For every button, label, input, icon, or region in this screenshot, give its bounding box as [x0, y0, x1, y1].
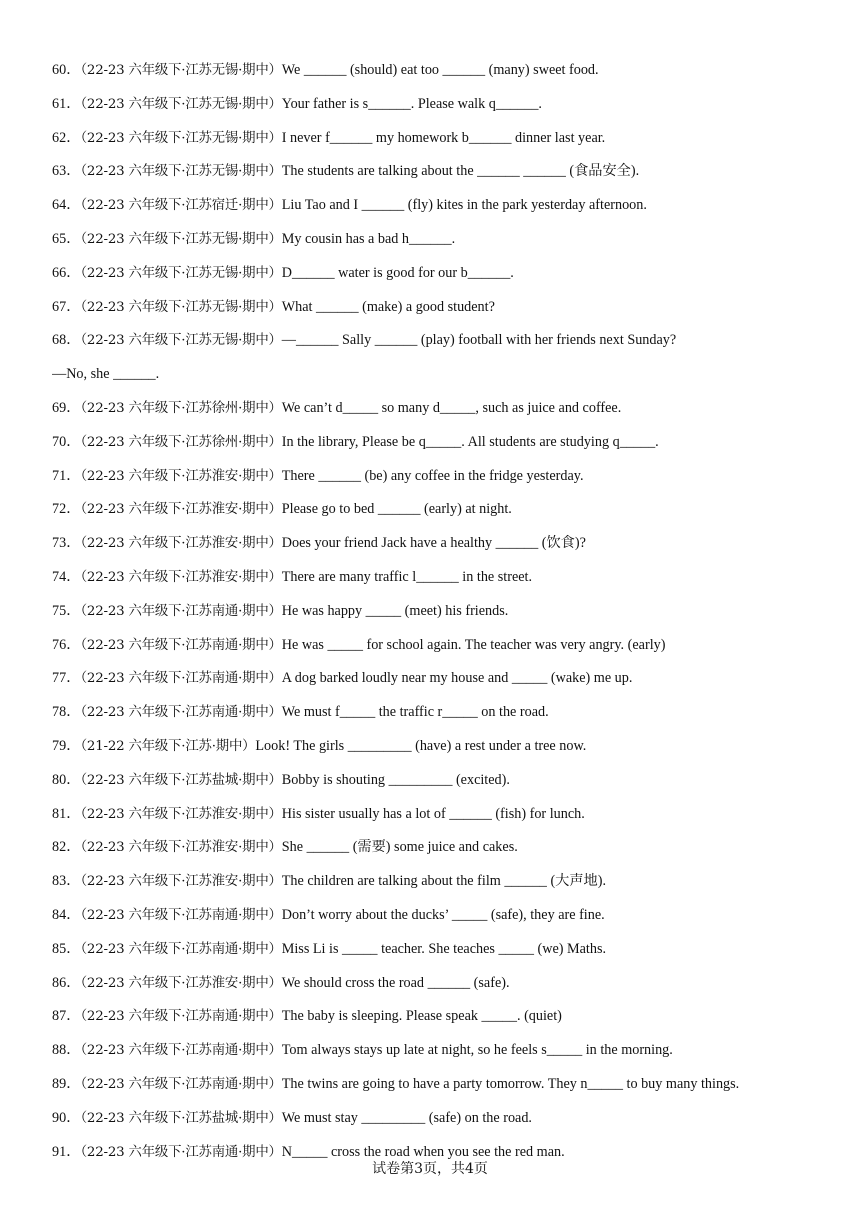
question-text: —______ Sally ______ (play) football with her friends next Sunday? — [281, 332, 677, 349]
page-footer: 试卷第3页，共4页 — [372, 1161, 488, 1177]
question-source: （22-23 六年级下·江苏淮安·期中） — [80, 502, 282, 518]
question-text: He was happy _____ (meet) his friends. — [281, 602, 509, 619]
question-source: （22-23 六年级下·江苏无锡·期中） — [80, 333, 282, 349]
question-item — [52, 835, 842, 869]
question-number: 64． — [52, 197, 81, 214]
question-item — [52, 802, 842, 836]
question-item — [52, 328, 842, 362]
question-source: （22-23 六年级下·江苏淮安·期中） — [80, 569, 282, 585]
question-number: 67． — [52, 298, 81, 315]
question-source: （22-23 六年级下·江苏徐州·期中） — [80, 434, 282, 450]
question-number: 71． — [52, 467, 81, 484]
question-source: （22-23 六年级下·江苏淮安·期中） — [80, 975, 282, 991]
question-number: 89． — [52, 1075, 81, 1092]
question-source: （22-23 六年级下·江苏无锡·期中） — [80, 231, 282, 247]
question-source: （22-23 六年级下·江苏南通·期中） — [80, 603, 282, 619]
question-source: （22-23 六年级下·江苏盐城·期中） — [80, 772, 282, 788]
question-text: N_____ cross the road when you see the red man. — [281, 1143, 565, 1160]
question-item — [52, 464, 842, 498]
question-source: （22-23 六年级下·江苏南通·期中） — [80, 1043, 282, 1059]
question-source: （22-23 六年级下·江苏无锡·期中） — [80, 299, 282, 315]
question-item — [52, 295, 842, 329]
question-item — [52, 633, 842, 667]
question-text: Your father is s______. Please walk q______. — [281, 95, 542, 112]
question-source: （22-23 六年级下·江苏徐州·期中） — [80, 400, 282, 416]
question-number: 85． — [52, 940, 81, 957]
question-number: 70． — [52, 433, 81, 450]
question-item — [52, 903, 842, 937]
question-text: I never f______ my homework b______ dinner last year. — [281, 129, 606, 146]
question-text: Don’t worry about the ducks’ _____ (safe), they are fine. — [281, 906, 605, 923]
question-text: Does your friend Jack have a healthy ______ (饮食)? — [281, 535, 586, 552]
question-item — [52, 666, 842, 700]
question-text: We should cross the road ______ (safe). — [281, 974, 510, 991]
question-source: （22-23 六年级下·江苏南通·期中） — [80, 1076, 282, 1092]
question-source: （22-23 六年级下·江苏无锡·期中） — [80, 265, 282, 281]
question-source: （22-23 六年级下·江苏淮安·期中） — [80, 806, 282, 822]
question-number: 82． — [52, 839, 81, 856]
question-item — [52, 599, 842, 633]
question-text: —No, she ______. — [52, 366, 160, 383]
question-number: 77． — [52, 670, 81, 687]
question-source: （22-23 六年级下·江苏无锡·期中） — [80, 96, 282, 112]
question-text: She ______ (需要) some juice and cakes. — [281, 839, 518, 856]
question-source: （22-23 六年级下·江苏淮安·期中） — [80, 874, 282, 890]
question-source: （21-22 六年级下·江苏·期中） — [80, 738, 256, 754]
question-item — [52, 1038, 842, 1072]
question-text: We ______ (should) eat too ______ (many) sweet food. — [281, 62, 599, 78]
question-text: Miss Li is _____ teacher. She teaches _____ (we) Maths. — [281, 940, 607, 957]
question-text: We must stay _________ (safe) on the road. — [281, 1109, 532, 1126]
question-list — [52, 58, 842, 1173]
question-number: 80． — [52, 771, 81, 788]
question-item — [52, 565, 842, 599]
question-number: 88． — [52, 1042, 81, 1059]
question-number: 60． — [52, 62, 81, 78]
question-source: （22-23 六年级下·江苏南通·期中） — [80, 1009, 282, 1025]
question-item — [52, 126, 842, 160]
question-number: 61． — [52, 95, 81, 112]
question-number: 86． — [52, 974, 81, 991]
question-item — [52, 159, 842, 193]
question-source: （22-23 六年级下·江苏无锡·期中） — [80, 63, 282, 78]
question-text: The baby is sleeping. Please speak _____. (quiet) — [281, 1008, 562, 1025]
question-number: 81． — [52, 805, 81, 822]
question-item — [52, 92, 842, 126]
question-number: 90． — [52, 1109, 81, 1126]
question-source: （22-23 六年级下·江苏南通·期中） — [80, 941, 282, 957]
question-item — [52, 937, 842, 971]
question-text: My cousin has a bad h______. — [281, 230, 456, 247]
question-number: 62． — [52, 129, 81, 146]
question-text: There are many traffic l______ in the street. — [281, 568, 533, 585]
question-item — [52, 430, 842, 464]
question-text: The twins are going to have a party tomorrow. They n_____ to buy many things. — [281, 1075, 740, 1092]
question-text: Please go to bed ______ (early) at night. — [281, 501, 512, 518]
question-number: 78． — [52, 704, 81, 721]
question-number: 73． — [52, 535, 81, 552]
question-source: （22-23 六年级下·江苏宿迁·期中） — [80, 198, 282, 214]
question-number: 69． — [52, 399, 81, 416]
question-item — [52, 768, 842, 802]
question-text: D______ water is good for our b______. — [281, 264, 514, 281]
question-number: 87． — [52, 1008, 81, 1025]
question-number: 91． — [52, 1143, 81, 1160]
question-source: （22-23 六年级下·江苏淮安·期中） — [80, 536, 282, 552]
question-text: There ______ (be) any coffee in the fridge yesterday. — [281, 467, 584, 484]
question-number: 84． — [52, 906, 81, 923]
question-source: （22-23 六年级下·江苏盐城·期中） — [80, 1110, 282, 1126]
question-number: 65． — [52, 230, 81, 247]
question-number: 75． — [52, 602, 81, 619]
question-source: （22-23 六年级下·江苏淮安·期中） — [80, 840, 282, 856]
question-number: 66． — [52, 264, 81, 281]
question-text: A dog barked loudly near my house and _____ (wake) me up. — [281, 670, 633, 687]
question-source: （22-23 六年级下·江苏南通·期中） — [80, 637, 282, 653]
question-item — [52, 396, 842, 430]
question-item — [52, 227, 842, 261]
question-source: （22-23 六年级下·江苏无锡·期中） — [80, 164, 282, 180]
question-text: Tom always stays up late at night, so he feels s_____ in the morning. — [281, 1042, 673, 1059]
question-text: What ______ (make) a good student? — [281, 298, 495, 315]
question-number: 79． — [52, 737, 81, 754]
question-number: 68． — [52, 332, 81, 349]
question-number: 72． — [52, 501, 81, 518]
question-source: （22-23 六年级下·江苏淮安·期中） — [80, 468, 282, 484]
question-item — [52, 497, 842, 531]
question-item — [52, 700, 842, 734]
question-source: （22-23 六年级下·江苏南通·期中） — [80, 705, 282, 721]
question-source: （22-23 六年级下·江苏南通·期中） — [80, 1144, 282, 1160]
question-number: 83． — [52, 873, 81, 890]
question-item — [52, 869, 842, 903]
question-item — [52, 531, 842, 565]
question-text: We can’t d_____ so many d_____, such as juice and coffee. — [281, 399, 622, 416]
question-item — [52, 1072, 842, 1106]
question-item — [52, 58, 842, 92]
question-text: Bobby is shouting _________ (excited). — [281, 771, 510, 788]
question-item — [52, 734, 842, 768]
question-text: The children are talking about the film ______ (大声地). — [281, 873, 607, 890]
question-item — [52, 971, 842, 1005]
question-text: He was _____ for school again. The teacher was very angry. (early) — [281, 636, 666, 653]
question-item — [52, 1004, 842, 1038]
question-source: （22-23 六年级下·江苏无锡·期中） — [80, 130, 282, 146]
question-text: In the library, Please be q_____. All students are studying q_____. — [281, 433, 659, 450]
question-item — [52, 1106, 842, 1140]
question-item — [52, 362, 842, 396]
question-number: 76． — [52, 636, 81, 653]
question-text: Look! The girls _________ (have) a rest under a tree now. — [255, 737, 587, 754]
question-item — [52, 261, 842, 295]
question-item — [52, 193, 842, 227]
question-number: 74． — [52, 568, 81, 585]
question-source: （22-23 六年级下·江苏南通·期中） — [80, 671, 282, 687]
question-text: The students are talking about the ______ ______ (食品安全). — [281, 163, 640, 180]
question-text: His sister usually has a lot of ______ (fish) for lunch. — [281, 805, 585, 822]
question-source: （22-23 六年级下·江苏南通·期中） — [80, 907, 282, 923]
question-text: Liu Tao and I ______ (fly) kites in the park yesterday afternoon. — [281, 197, 647, 214]
question-text: We must f_____ the traffic r_____ on the road. — [281, 704, 549, 721]
question-number: 63． — [52, 163, 81, 180]
